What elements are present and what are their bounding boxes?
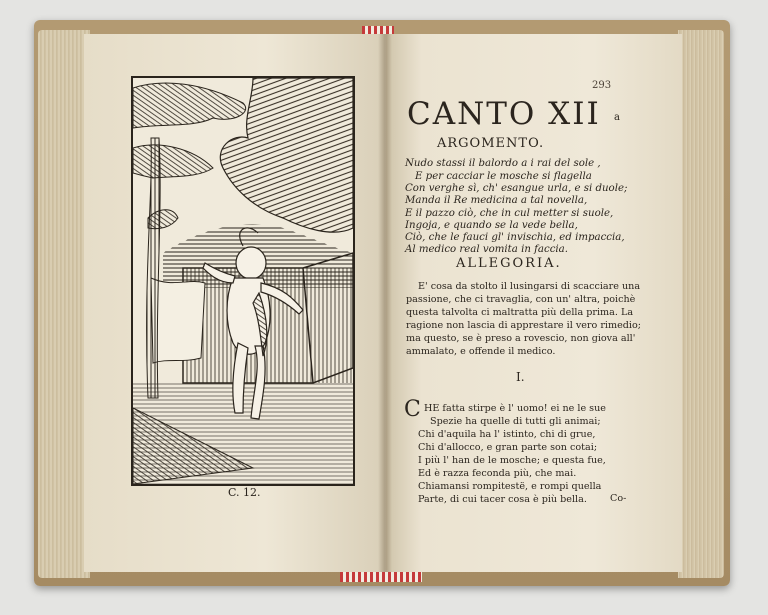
- woodcut-illustration: [131, 76, 355, 486]
- verse-line: Chiamansi rompitestë, e rompi quella: [418, 481, 602, 492]
- argument-line: Manda il Re medicina a tal novella,: [405, 195, 588, 206]
- argument-line: Nudo stassi il balordo a i rai del sole ,: [405, 158, 601, 169]
- canto-heading-mark: a: [614, 112, 620, 123]
- argument-title: ARGOMENTO.: [437, 136, 545, 151]
- headband-top: [362, 26, 394, 34]
- argument-line: Ciò, che le fauci gl' invischia, ed impaccia,: [405, 232, 625, 243]
- argument-line: Ingoja, e quando se la vede bella,: [405, 220, 578, 231]
- allegory-line: ragione non lascia di apprestare il vero rimedio;: [406, 320, 641, 331]
- left-page-edges: [38, 30, 90, 578]
- allegory-line: passione, che ci travaglia, con un' altra, poichè: [406, 294, 636, 305]
- verse-line: Chi d'allocco, e gran parte son cotai;: [418, 442, 598, 453]
- verse-line: I più l' han de le mosche; e questa fue,: [418, 455, 606, 466]
- catchword: Co-: [610, 493, 627, 504]
- allegory-line: ammalato, e offende il medico.: [406, 346, 556, 357]
- verse-line: Chi d'aquila ha l' istinto, chi di grue,: [418, 429, 596, 440]
- argument-line: Al medico real vomita in faccia.: [405, 244, 568, 255]
- headband-bottom: [340, 572, 422, 582]
- allegory-line: ma questo, se è preso a rovescio, non giova all': [406, 333, 636, 344]
- verse-line: HE fatta stirpe è l' uomo! ei ne le sue: [424, 403, 606, 414]
- drop-cap: C: [404, 397, 421, 422]
- verse-line: Ed è razza feconda più, che mai.: [418, 468, 577, 479]
- allegory-title: ALLEGORIA.: [456, 256, 562, 271]
- woodcut-cupid-figure: [133, 78, 353, 484]
- stanza-number: I.: [516, 370, 525, 384]
- argument-line: Con verghe sì, ch' esangue urla, e si duole;: [405, 183, 628, 194]
- allegory-line: questa talvolta ci maltratta più della prima. La: [406, 307, 634, 318]
- signature-mark: C. 12.: [228, 486, 261, 499]
- canto-heading: CANTO XII: [407, 96, 601, 132]
- right-page-edges: [678, 30, 724, 578]
- argument-line: E il pazzo ciò, che in cul metter si suole,: [405, 208, 614, 219]
- argument-line: E per cacciar le mosche si flagella: [415, 171, 592, 182]
- page-number: 293: [592, 80, 612, 91]
- allegory-line: E' cosa da stolto il lusingarsi di scacciare una: [418, 281, 641, 292]
- verse-line: Parte, di cui tacer cosa è più bella.: [418, 494, 587, 505]
- book-gutter: [378, 34, 392, 572]
- verse-line: Spezie ha quelle di tutti gli animai;: [430, 416, 601, 427]
